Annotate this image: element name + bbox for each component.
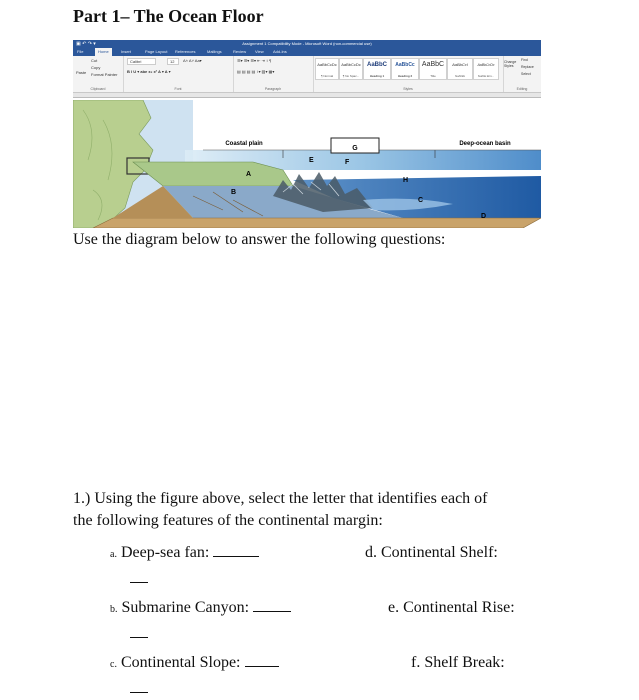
grow-shrink-font-icon[interactable]: A˄ A˅ Aa▾ — [183, 58, 202, 63]
group-font — [123, 56, 234, 92]
tab-page-layout[interactable]: Page Layout — [145, 49, 168, 54]
label-deep-ocean-basin: Deep-ocean basin — [459, 141, 511, 147]
label-d: D — [481, 213, 487, 220]
label-h: H — [403, 177, 409, 184]
instruction-text: Use the diagram below to answer the following questions: — [73, 231, 446, 248]
answer-blank-a-2[interactable] — [130, 582, 148, 583]
word-ribbon-screenshot — [73, 40, 541, 96]
format-painter-button[interactable]: Format Painter — [91, 72, 118, 77]
tab-references[interactable]: References — [175, 49, 196, 54]
window-title: Assignment 1 Compatibility Mode - Microsoft Word (non-commercial use) — [242, 41, 372, 46]
label-a: A — [246, 171, 252, 178]
answer-blank-a[interactable] — [213, 556, 259, 557]
list-icons[interactable]: ☰▾ ☰▾ ☰▾ ⇤ ⇥ ↕ ¶ — [237, 58, 272, 63]
group-label-styles: Styles — [403, 87, 413, 91]
page-title: Part 1– The Ocean Floor — [73, 6, 264, 26]
tab-mailings[interactable]: Mailings — [207, 49, 222, 54]
item-shelf-break: f. Shelf Break: — [411, 654, 505, 671]
label-b: B — [231, 189, 237, 196]
group-label-editing: Editing — [516, 87, 528, 91]
quick-access-icons: ▣ ↶ ↷ ▾ — [76, 41, 96, 47]
group-paragraph — [233, 56, 314, 92]
style-no-spacing[interactable]: AaBbCcDc ¶ No Spac... — [339, 58, 363, 80]
tab-add-ins[interactable]: Add-Ins — [273, 49, 287, 54]
group-label-clipboard: Clipboard — [90, 87, 106, 91]
answer-blank-c-2[interactable] — [130, 692, 148, 693]
paste-button[interactable]: Paste — [76, 70, 87, 75]
group-label-font: Font — [174, 87, 182, 91]
ribbon-body — [73, 56, 541, 93]
tab-review[interactable]: Review — [233, 49, 247, 54]
ribbon-tabs — [73, 48, 541, 56]
font-name-select[interactable]: Calibri — [127, 58, 156, 65]
ocean-floor-diagram — [73, 100, 541, 228]
item-continental-rise: e. Continental Rise: — [388, 599, 515, 616]
copy-button[interactable]: Copy — [91, 65, 101, 70]
select-button[interactable]: Select — [521, 72, 531, 76]
crust-section — [93, 218, 541, 228]
item-submarine-canyon: b. Submarine Canyon: — [110, 598, 291, 620]
label-g: G — [352, 145, 358, 152]
style-heading-1[interactable]: AaBbC Heading 1 — [363, 58, 391, 80]
answer-blank-b-2[interactable] — [130, 637, 148, 638]
tab-home[interactable]: Home — [95, 48, 112, 56]
item-deep-sea-fan: a. Deep-sea fan: — [110, 543, 259, 565]
replace-button[interactable]: Replace — [521, 65, 534, 69]
tab-insert[interactable]: Insert — [121, 49, 132, 54]
group-label-paragraph: Paragraph — [264, 87, 282, 91]
quick-access-bar — [73, 40, 541, 48]
label-f: F — [345, 159, 350, 166]
change-styles-button[interactable]: Change Styles — [504, 60, 517, 68]
group-clipboard — [73, 56, 124, 92]
style-subtle-emphasis[interactable]: AaBbCcDc Subtle Em... — [473, 58, 499, 80]
question-prompt-line-1: 1.) Using the figure above, select the letter that identifies each of — [73, 490, 488, 507]
font-format-icons[interactable]: B I U ▾ abe x₂ x² A ▾ A ▾ — [127, 69, 171, 74]
ruler — [73, 93, 541, 98]
label-e: E — [309, 157, 314, 164]
style-title[interactable]: AaBbC Title — [419, 58, 447, 80]
answer-blank-b[interactable] — [253, 611, 291, 612]
style-heading-2[interactable]: AaBbCc Heading 2 — [391, 58, 419, 80]
label-coastal-plain: Coastal plain — [225, 141, 263, 147]
find-button[interactable]: Find — [521, 58, 528, 62]
tab-view[interactable]: View — [255, 49, 264, 54]
cut-button[interactable]: Cut — [91, 58, 98, 63]
answer-blank-c[interactable] — [245, 666, 279, 667]
question-prompt-line-2: the following features of the continental margin: — [73, 512, 383, 529]
label-c: C — [418, 197, 424, 204]
tab-file[interactable]: File — [77, 49, 84, 54]
item-continental-slope: c. Continental Slope: — [110, 653, 279, 675]
group-editing — [503, 56, 541, 92]
style-normal[interactable]: AaBbCcDc ¶ Normal — [315, 58, 339, 80]
group-styles — [313, 56, 504, 92]
font-size-select[interactable]: 12 — [167, 58, 179, 65]
item-continental-shelf: d. Continental Shelf: — [365, 544, 498, 561]
style-subtitle[interactable]: AaBbCcI Subtitle — [447, 58, 473, 80]
align-icons[interactable]: ▤ ▤ ▤ ▤ ↕▾ ▨▾ ▦▾ — [237, 69, 275, 74]
